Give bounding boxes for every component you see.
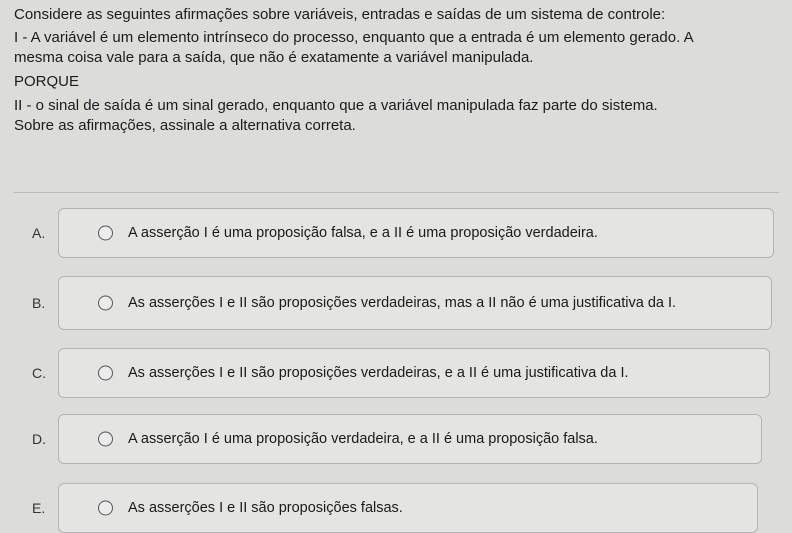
option-letter: D. <box>32 431 46 447</box>
option-text: As asserções I e II são proposições falsas. <box>128 500 403 516</box>
option-text: As asserções I e II são proposições verdadeiras, e a II é uma justificativa da I. <box>128 365 629 381</box>
statement-1-line-2: mesma coisa vale para a saída, que não é exatamente a variável manipulada. <box>14 49 534 66</box>
option-letter: A. <box>32 225 46 241</box>
option-letter: B. <box>32 295 46 311</box>
statement-1-line-1: I - A variável é um elemento intrínseco do processo, enquanto que a entrada é um elemento gerado. A <box>14 29 694 46</box>
option-d[interactable] <box>18 414 762 464</box>
question-prompt: Sobre as afirmações, assinale a alternativa correta. <box>14 117 356 134</box>
radio-button-icon[interactable] <box>98 226 113 241</box>
option-letter: E. <box>32 500 46 516</box>
option-a[interactable] <box>18 208 774 258</box>
option-c[interactable] <box>18 348 770 398</box>
divider <box>14 192 779 193</box>
option-text: As asserções I e II são proposições verdadeiras, mas a II não é uma justificativa da I. <box>128 295 677 311</box>
statement-2: II - o sinal de saída é um sinal gerado, enquanto que a variável manipulada faz parte do sistema. <box>14 97 658 114</box>
option-b[interactable] <box>18 276 772 330</box>
radio-button-icon[interactable] <box>98 432 113 447</box>
option-letter: C. <box>32 365 46 381</box>
question-block <box>14 5 784 136</box>
option-text: A asserção I é uma proposição verdadeira, e a II é uma proposição falsa. <box>128 431 598 447</box>
option-e[interactable] <box>18 483 758 533</box>
radio-button-icon[interactable] <box>98 366 113 381</box>
question-connector: PORQUE <box>14 73 80 90</box>
option-text: A asserção I é uma proposição falsa, e a II é uma proposição verdadeira. <box>128 225 598 241</box>
radio-button-icon[interactable] <box>98 501 113 516</box>
question-intro: Considere as seguintes afirmações sobre variáveis, entradas e saídas de um sistema de controle: <box>14 6 666 23</box>
radio-button-icon[interactable] <box>98 296 113 311</box>
